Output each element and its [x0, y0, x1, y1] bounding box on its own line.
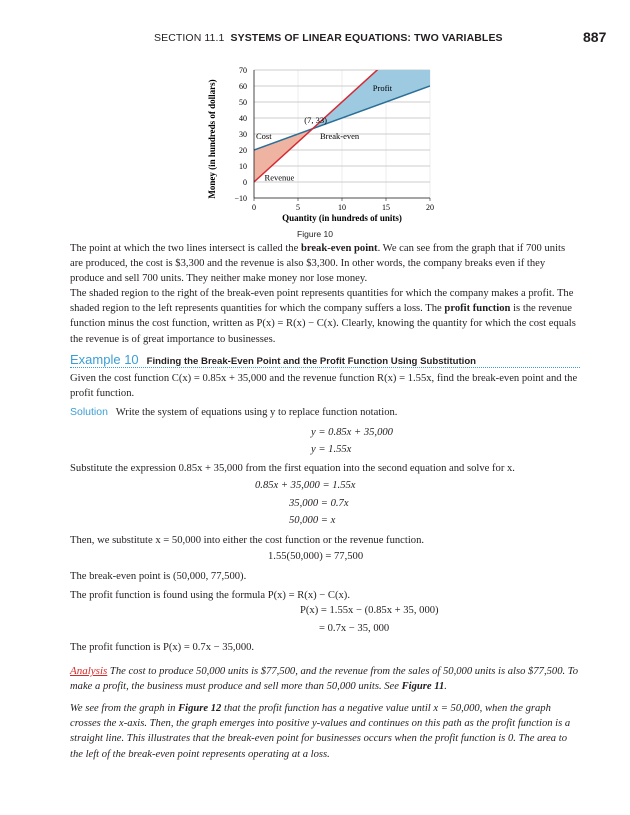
equation-5: 50,000 = x: [289, 515, 336, 526]
analysis-paragraph: [70, 664, 578, 694]
solution-line: [70, 406, 397, 418]
substitute-text: Substitute the expression 0.85x + 35,000 from the first equation into the second equation and solve for x.: [70, 463, 515, 474]
break-even-chart: [200, 60, 440, 228]
p2-text-b: is the revenue function minus the cost function, written as P(x) = R(x) − C(x). Clearly, knowing the quantity for which the cost equals the revenue is of great importance to businesses.: [70, 303, 576, 345]
solution-intro: Write the system of equations using y to replace function notation.: [115, 407, 398, 418]
y-tick-label: 20: [239, 146, 247, 155]
y-tick-label: −10: [234, 194, 247, 203]
analysis-text-a: The cost to produce 50,000 units is $77,500, and the revenue from the sales of 50,000 units is also $77,500. To make a profit, the business must produce and sell more than 50,000 units. See: [70, 666, 579, 693]
equation-8: = 0.7x − 35, 000: [319, 623, 390, 634]
paragraph-break-even: [70, 241, 578, 287]
x-tick-label: 10: [338, 203, 346, 212]
x-tick-label: 0: [252, 203, 256, 212]
profit-result: The profit function is P(x) = 0.7x − 35,000.: [70, 642, 255, 653]
y-axis-label: Money (in hundreds of dollars): [207, 79, 217, 199]
page-number: 887: [583, 29, 607, 45]
p2-text-a: The shaded region to the right of the break-even point represents quantities for which the company makes a profit. The shaded region to the left represents quantities for which the company suffers a loss. The: [70, 288, 574, 315]
x-tick-label: 20: [426, 203, 434, 212]
breakeven-text: The break-even point is (50,000, 77,500).: [70, 571, 247, 582]
y-tick-label: 40: [239, 114, 247, 123]
annotation-label: Profit: [372, 82, 393, 93]
annotation-label: Break-even: [320, 130, 360, 141]
x-axis-label: Quantity (in hundreds of units): [282, 213, 402, 223]
section-title: SYSTEMS OF LINEAR EQUATIONS: TWO VARIABLES: [230, 32, 503, 44]
solution-label: Solution: [70, 406, 108, 418]
paragraph-profit-region: [70, 286, 578, 347]
y-tick-label: 70: [239, 66, 247, 75]
section-number: SECTION 11.1: [154, 32, 225, 44]
x-tick-label: 5: [296, 203, 300, 212]
equation-1: y = 0.85x + 35,000: [311, 427, 393, 438]
analysis-text-b: .: [444, 681, 447, 693]
p1-text-a: The point at which the two lines intersect is called the: [70, 243, 301, 254]
y-tick-label: 60: [239, 82, 247, 91]
y-tick-label: 0: [243, 178, 247, 187]
term-profit-function: profit function: [444, 303, 511, 315]
y-tick-label: 30: [239, 130, 247, 139]
y-tick-label: 50: [239, 98, 247, 107]
equation-2: y = 1.55x: [311, 444, 352, 455]
annotation-label: Revenue: [264, 172, 295, 183]
y-tick-label: 10: [239, 162, 247, 171]
example-label: Example 10: [70, 352, 139, 367]
closing-text-b: that the profit function has a negative value until x = 50,000, when the graph crosses the x-axis. Then, the graph emerges into positive y-values and continues on this path as the profit function is a straight line. This illustrates that the break-even point for businesses occurs when the profit function is 0. The area to the left of the break-even point represents operating at a loss.: [70, 703, 571, 760]
profit-formula-text: The profit function is found using the formula P(x) = R(x) − C(x).: [70, 590, 350, 601]
running-header: [154, 32, 503, 44]
p1-text-b: . We can see from the graph that if 700 units are produced, the cost is $3,300 and the revenue is also $3,300. In other words, the company breaks even if they produce and sell 700 units. They neither make money nor lose money.: [70, 243, 566, 285]
equation-3: 0.85x + 35,000 = 1.55x: [255, 480, 356, 491]
figure-11-ref: Figure 11: [401, 681, 445, 693]
analysis-label: Analysis: [70, 665, 108, 677]
example-divider: [70, 367, 580, 368]
then-text: Then, we substitute x = 50,000 into either the cost function or the revenue function.: [70, 535, 425, 546]
figure-12-ref: Figure 12: [178, 703, 222, 714]
closing-paragraph: [70, 701, 578, 762]
example-prompt: Given the cost function C(x) = 0.85x + 35,000 and the revenue function R(x) = 1.55x, find the break-even point and the profit function.: [70, 373, 578, 400]
equation-4: 35,000 = 0.7x: [289, 498, 349, 509]
figure-caption: Figure 10: [297, 229, 333, 239]
annotation-label: (7, 33): [304, 115, 327, 126]
annotation-label: Cost: [256, 130, 272, 141]
example-title: Finding the Break-Even Point and the Profit Function Using Substitution: [146, 356, 477, 367]
closing-text-a: We see from the graph in: [70, 703, 179, 714]
term-break-even-point: break-even point: [300, 243, 378, 254]
equation-7: P(x) = 1.55x − (0.85x + 35, 000): [300, 605, 439, 616]
equation-6: 1.55(50,000) = 77,500: [268, 551, 364, 562]
x-tick-label: 15: [382, 203, 390, 212]
